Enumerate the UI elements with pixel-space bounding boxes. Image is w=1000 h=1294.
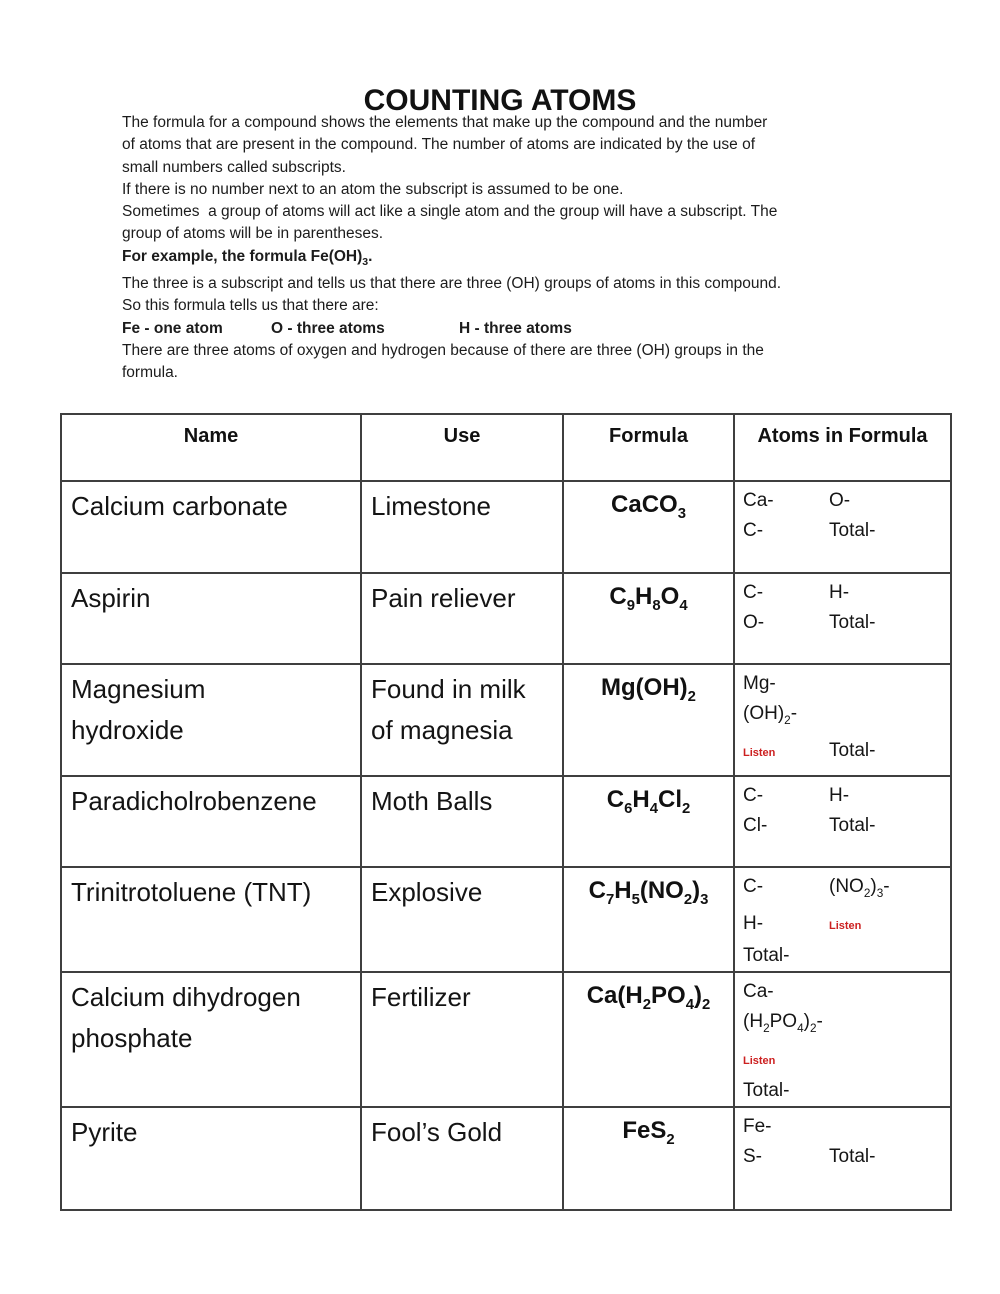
atoms-line	[743, 699, 946, 736]
subscript: 2	[809, 1021, 817, 1035]
subscript: 2	[763, 1021, 770, 1035]
name-cell: Calcium dihydrogen phosphate	[61, 972, 361, 1107]
atom-count-blank	[743, 1116, 772, 1137]
formula-segment: H	[614, 877, 632, 904]
intro-line: There are three atoms of oxygen and hydrogen because of there are three (OH) groups in the	[122, 342, 764, 360]
name-cell: Magnesium hydroxide	[61, 664, 361, 776]
subscript: 6	[624, 800, 633, 817]
table-row	[61, 1107, 951, 1210]
subscript: 2	[681, 800, 691, 817]
name-cell: Aspirin	[61, 573, 361, 664]
intro-line: Sometimes a group of atoms will act like a single atom and the group will have a subscript. The	[122, 203, 778, 221]
intro-line: The three is a subscript and tells us that there are three (OH) groups of atoms in this compound.	[122, 275, 782, 293]
header-use: Use	[361, 414, 563, 481]
formula-segment: Cl-	[743, 815, 768, 836]
formula-segment: H-	[829, 785, 850, 806]
intro-line: group of atoms will be in parentheses.	[122, 225, 384, 243]
page-title: COUNTING ATOMS	[363, 84, 637, 118]
formula-text	[611, 491, 686, 522]
name-cell: Paradicholrobenzene	[61, 776, 361, 867]
formula-segment: (NO	[639, 877, 684, 904]
example-subscript: 3	[362, 255, 369, 268]
formula-segment: C-	[743, 520, 764, 541]
subscript: 4	[679, 597, 688, 614]
formula-cell	[563, 972, 734, 1107]
formula-segment: )	[692, 877, 701, 904]
table-row	[61, 481, 951, 573]
atoms-cell	[734, 867, 951, 972]
formula-segment: C-	[743, 876, 764, 897]
intro-text	[122, 112, 781, 385]
atoms-cell	[734, 776, 951, 867]
formula-cell	[563, 1107, 734, 1210]
atoms-line	[743, 941, 946, 971]
atoms-cell	[734, 664, 951, 776]
subscript: 2	[863, 886, 871, 900]
formula-segment: Ca-	[743, 490, 774, 511]
subscript: 8	[652, 597, 661, 614]
atoms-line	[743, 811, 946, 841]
formula-segment: Ca-	[743, 980, 774, 1002]
use-cell: Limestone	[361, 481, 563, 573]
formula-segment: (H	[743, 1010, 764, 1032]
intro-line: If there is no number next to an atom the subscript is assumed to be one.	[122, 180, 624, 198]
formula-segment: Total-	[743, 1079, 790, 1101]
formula-segment: -	[883, 876, 890, 897]
header-name: Name	[61, 414, 361, 481]
compounds-table-container	[60, 413, 952, 1211]
atom-count-blank	[743, 703, 798, 727]
formula-segment: )	[870, 876, 877, 897]
formula-segment: Total-	[829, 612, 876, 633]
atom-count-blank	[829, 815, 875, 836]
intro-line: The formula for a compound shows the elements that make up the compound and the number	[122, 114, 768, 131]
atom-count-blank	[743, 981, 774, 1002]
use-cell: Fool’s Gold	[361, 1107, 563, 1210]
atom-count-blank	[829, 740, 875, 761]
atoms-line	[743, 669, 946, 699]
atoms-line	[743, 608, 946, 638]
formula-segment: )	[693, 981, 702, 1009]
atom-count-blank	[743, 516, 829, 546]
atom-count-blank	[743, 608, 829, 638]
table-row	[61, 776, 951, 867]
subscript: 2	[784, 713, 791, 727]
listen-link[interactable]: Listen	[743, 1054, 776, 1067]
subscript: 2	[687, 688, 696, 705]
formula-segment: Total-	[829, 1145, 876, 1167]
atoms-cell	[734, 573, 951, 664]
formula-segment: H	[635, 583, 653, 610]
formula-segment: FeS	[622, 1116, 667, 1144]
formula-cell	[563, 573, 734, 664]
subscript: 4	[649, 800, 658, 817]
subscript: 5	[631, 891, 640, 908]
atom-count-blank	[743, 1142, 829, 1172]
subscript: 2	[683, 891, 693, 908]
atoms-line	[743, 909, 946, 941]
subscript: 9	[626, 597, 636, 614]
atoms-line	[743, 578, 946, 608]
intro-line: formula.	[122, 364, 178, 382]
table-row	[61, 664, 951, 776]
formula-cell	[563, 776, 734, 867]
subscript: 4	[797, 1021, 804, 1035]
atoms-line	[743, 872, 946, 909]
subscript: 2	[642, 996, 652, 1013]
atoms-line	[743, 1142, 946, 1172]
use-cell: Pain reliever	[361, 573, 563, 664]
formula-segment: Mg-	[743, 673, 776, 694]
atom-count-blank	[743, 909, 829, 939]
formula-segment: S-	[743, 1145, 762, 1167]
atom-count-blank	[743, 1010, 823, 1035]
use-cell: Fertilizer	[361, 972, 563, 1107]
name-cell: Trinitrotoluene (TNT)	[61, 867, 361, 972]
atom-count-blank	[743, 673, 776, 694]
atoms-line	[743, 1044, 946, 1076]
formula-segment: C	[588, 877, 606, 904]
atoms-cell	[734, 1107, 951, 1210]
formula-text	[622, 1116, 675, 1148]
formula-segment: C	[609, 583, 627, 610]
atom-count-blank	[829, 876, 890, 900]
formula-segment: PO	[651, 981, 686, 1009]
atom-count-blank	[829, 785, 849, 806]
atoms-line	[743, 781, 946, 811]
subscript: 3	[876, 886, 884, 900]
atom-count-blank	[743, 486, 829, 516]
formula-cell	[563, 867, 734, 972]
subscript: 3	[677, 505, 686, 522]
atom-count-blank	[829, 520, 875, 541]
formula-segment: (NO	[829, 876, 864, 897]
subscript: 4	[685, 996, 694, 1013]
formula-text	[606, 786, 691, 817]
compounds-table	[60, 413, 952, 1211]
use-cell: Found in milk of magnesia	[361, 664, 563, 776]
atom-count-blank	[829, 582, 849, 603]
formula-segment: O-	[743, 612, 765, 633]
formula-segment: Total-	[829, 739, 876, 761]
subscript: 3	[700, 891, 709, 908]
example-line	[122, 246, 781, 273]
example-prefix: For example, the formula Fe(OH)	[122, 247, 363, 265]
formula-segment: Total-	[829, 815, 876, 836]
atom-count-blank	[743, 945, 789, 966]
formula-segment: H-	[743, 912, 764, 934]
atoms-line	[743, 736, 946, 768]
header-formula: Formula	[563, 414, 734, 481]
intro-line: So this formula tells us that there are:	[122, 297, 379, 315]
atoms-line	[743, 1112, 946, 1142]
formula-segment: C-	[743, 582, 764, 603]
formula-segment: C	[606, 786, 625, 813]
table-header-row	[61, 414, 951, 481]
formula-text	[601, 674, 696, 705]
atoms-line	[743, 516, 946, 546]
atom-count-blank	[829, 612, 875, 633]
atom-count-blank	[743, 578, 829, 608]
formula-segment: Total-	[743, 944, 790, 966]
atom-count-blank	[829, 490, 850, 511]
count-fe: Fe - one atom	[122, 319, 223, 337]
atoms-cell	[734, 972, 951, 1107]
formula-cell	[563, 481, 734, 573]
count-o: O - three atoms	[271, 319, 385, 337]
formula-cell	[563, 664, 734, 776]
formula-segment: Fe-	[743, 1115, 772, 1137]
formula-segment: C-	[743, 785, 764, 806]
subscript: 2	[701, 996, 711, 1013]
formula-segment: O	[660, 583, 680, 610]
header-atoms-in-formula: Atoms in Formula	[734, 414, 951, 481]
formula-segment: -	[790, 703, 798, 724]
atoms-line	[743, 977, 946, 1007]
subscript: 2	[666, 1131, 675, 1148]
example-suffix: .	[368, 247, 373, 265]
formula-segment: O-	[829, 490, 851, 511]
atom-count-blank	[743, 811, 829, 841]
use-cell: Explosive	[361, 867, 563, 972]
intro-line: of atoms that are present in the compound. The number of atoms are indicated by the use of	[122, 136, 756, 154]
use-cell: Moth Balls	[361, 776, 563, 867]
atom-count-blank	[829, 1146, 875, 1167]
atom-count-blank	[743, 872, 829, 902]
formula-segment: -	[816, 1010, 823, 1032]
table-row	[61, 573, 951, 664]
formula-text	[588, 877, 709, 908]
listen-link[interactable]: Listen	[743, 746, 776, 759]
table-row	[61, 972, 951, 1107]
formula-text	[609, 583, 688, 614]
formula-segment: H	[632, 786, 650, 813]
formula-segment: )	[803, 1010, 810, 1032]
atom-count-blank	[743, 781, 829, 811]
subscript: 7	[605, 891, 615, 908]
atoms-line	[743, 1076, 946, 1106]
formula-segment: (OH)	[743, 703, 785, 724]
formula-segment: H-	[829, 582, 850, 603]
name-cell: Pyrite	[61, 1107, 361, 1210]
table-row	[61, 867, 951, 972]
atom-counts-line	[122, 318, 781, 340]
atom-count-blank	[743, 1080, 789, 1101]
formula-segment: CaCO	[611, 491, 678, 518]
formula-segment: PO	[769, 1010, 798, 1032]
atoms-line	[743, 486, 946, 516]
formula-segment: Total-	[829, 520, 876, 541]
atoms-line	[743, 1007, 946, 1044]
table-body	[61, 481, 951, 1210]
listen-link[interactable]: Listen	[829, 919, 862, 932]
intro-line: small numbers called subscripts.	[122, 158, 346, 176]
formula-segment: Ca(H	[586, 981, 643, 1009]
formula-segment: Cl	[657, 786, 682, 813]
formula-segment: Mg(OH)	[601, 674, 688, 701]
formula-text	[586, 981, 711, 1013]
name-cell: Calcium carbonate	[61, 481, 361, 573]
count-h: H - three atoms	[459, 319, 572, 337]
atoms-cell	[734, 481, 951, 573]
